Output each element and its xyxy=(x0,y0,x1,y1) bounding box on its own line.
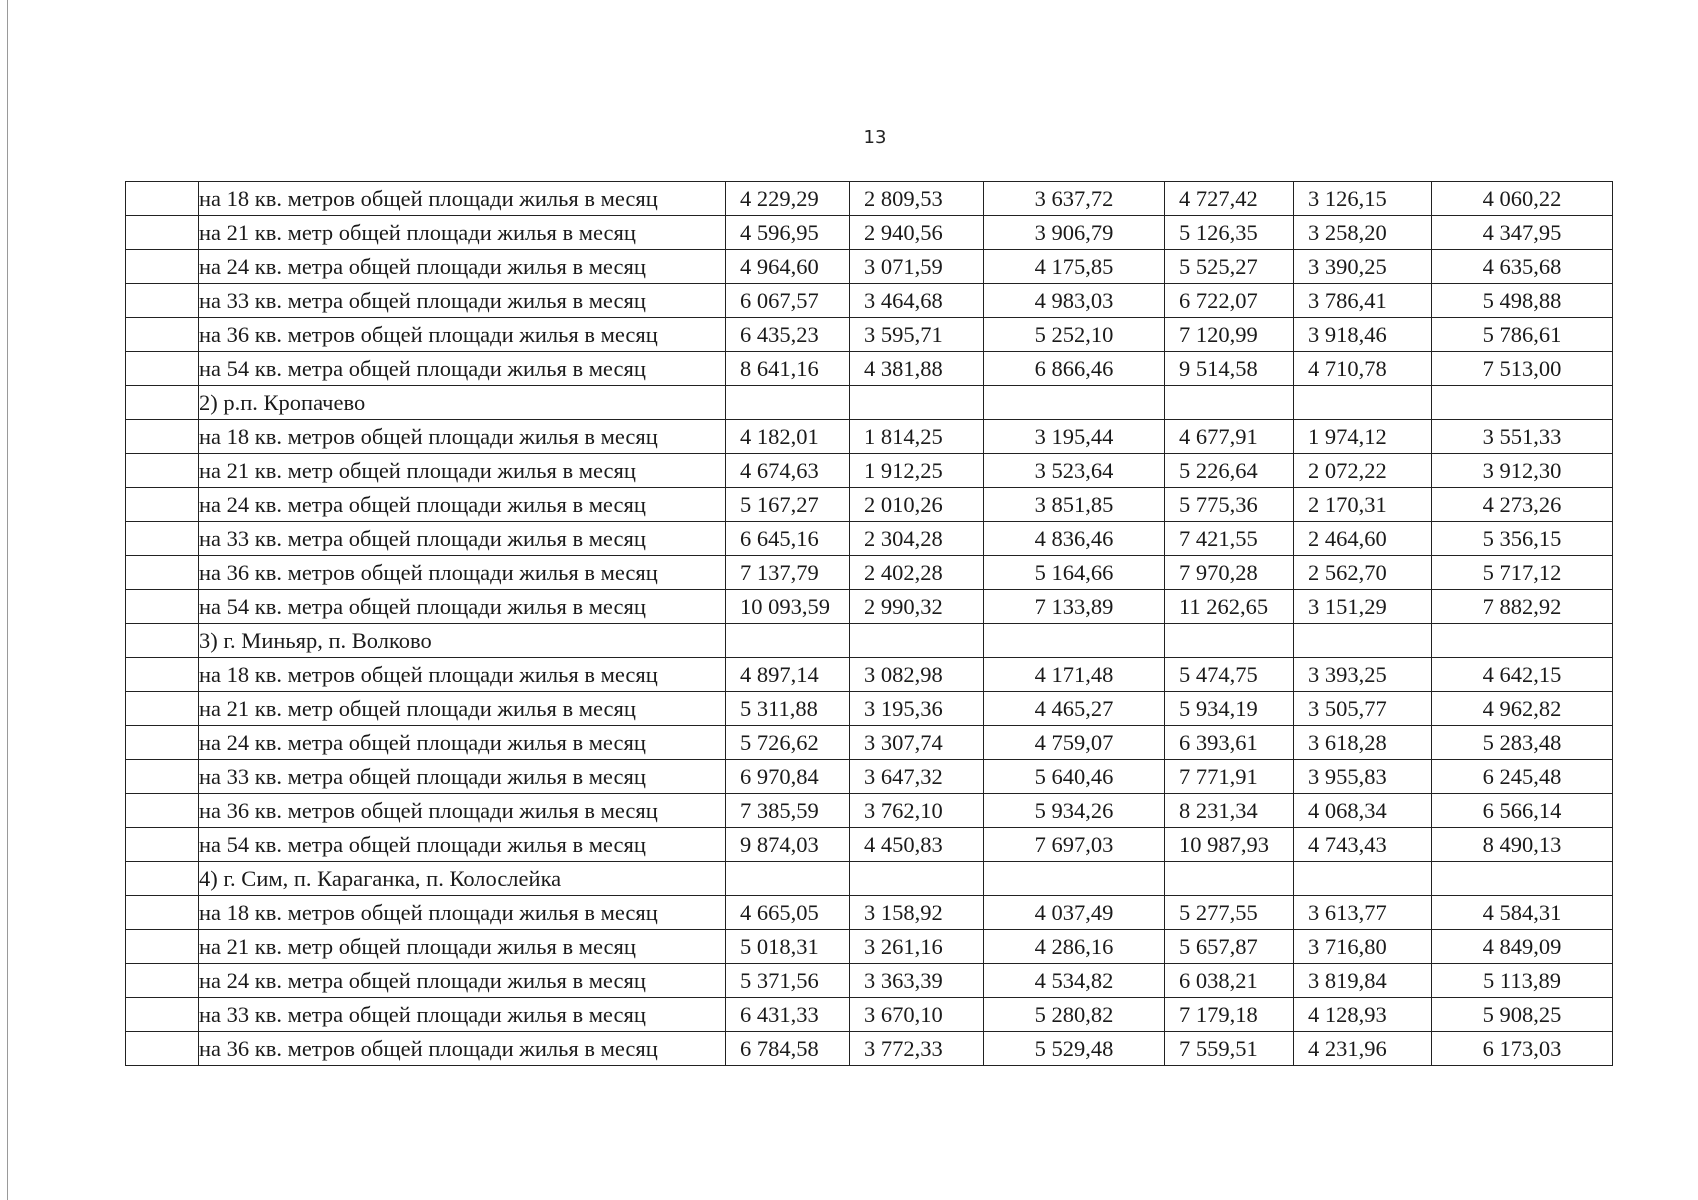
value-cell-col-3: 4 175,85 xyxy=(984,250,1165,284)
table-row xyxy=(126,454,1613,488)
row-label: на 36 кв. метров общей площади жилья в месяц xyxy=(199,318,726,352)
value-cell-col-3: 4 836,46 xyxy=(984,522,1165,556)
value-cell-col-4: 5 226,64 xyxy=(1165,454,1294,488)
table-row xyxy=(126,998,1613,1032)
value-cell-col-5: 3 618,28 xyxy=(1294,726,1432,760)
value-cell-col-2: 3 082,98 xyxy=(850,658,984,692)
row-label: на 21 кв. метр общей площади жилья в месяц xyxy=(199,454,726,488)
value-cell-col-4: 9 514,58 xyxy=(1165,352,1294,386)
value-cell-col-6 xyxy=(1432,386,1613,420)
row-number-cell xyxy=(126,794,199,828)
value-cell-col-6: 7 882,92 xyxy=(1432,590,1613,624)
value-cell-col-4: 5 775,36 xyxy=(1165,488,1294,522)
value-cell-col-1: 5 371,56 xyxy=(726,964,850,998)
value-cell-col-6: 4 642,15 xyxy=(1432,658,1613,692)
value-cell-col-1: 8 641,16 xyxy=(726,352,850,386)
row-label: на 24 кв. метра общей площади жилья в месяц xyxy=(199,964,726,998)
row-number-cell xyxy=(126,998,199,1032)
value-cell-col-2: 3 158,92 xyxy=(850,896,984,930)
value-cell-col-2: 3 261,16 xyxy=(850,930,984,964)
value-cell-col-1: 6 645,16 xyxy=(726,522,850,556)
value-cell-col-4: 6 722,07 xyxy=(1165,284,1294,318)
value-cell-col-4 xyxy=(1165,862,1294,896)
table-row xyxy=(126,658,1613,692)
table-row xyxy=(126,182,1613,216)
value-cell-col-3: 5 934,26 xyxy=(984,794,1165,828)
value-cell-col-5: 3 716,80 xyxy=(1294,930,1432,964)
row-label: на 33 кв. метра общей площади жилья в месяц xyxy=(199,760,726,794)
row-number-cell xyxy=(126,692,199,726)
table-row xyxy=(126,420,1613,454)
row-label: на 24 кв. метра общей площади жилья в месяц xyxy=(199,488,726,522)
table-row xyxy=(126,794,1613,828)
value-cell-col-5: 3 393,25 xyxy=(1294,658,1432,692)
table-row xyxy=(126,488,1613,522)
table-row xyxy=(126,760,1613,794)
value-cell-col-2: 3 071,59 xyxy=(850,250,984,284)
row-number-cell xyxy=(126,216,199,250)
tariff-table xyxy=(125,181,1613,1066)
row-label: на 24 кв. метра общей площади жилья в месяц xyxy=(199,250,726,284)
table-row xyxy=(126,726,1613,760)
row-number-cell xyxy=(126,318,199,352)
value-cell-col-3: 5 529,48 xyxy=(984,1032,1165,1066)
value-cell-col-1: 6 435,23 xyxy=(726,318,850,352)
value-cell-col-3: 4 037,49 xyxy=(984,896,1165,930)
value-cell-col-5: 4 710,78 xyxy=(1294,352,1432,386)
table-row xyxy=(126,522,1613,556)
value-cell-col-4: 4 727,42 xyxy=(1165,182,1294,216)
value-cell-col-3: 4 465,27 xyxy=(984,692,1165,726)
section-label: 2) р.п. Кропачево xyxy=(199,386,726,420)
section-label: 3) г. Миньяр, п. Волково xyxy=(199,624,726,658)
value-cell-col-3: 5 164,66 xyxy=(984,556,1165,590)
row-number-cell xyxy=(126,522,199,556)
value-cell-col-2: 2 010,26 xyxy=(850,488,984,522)
value-cell-col-1: 6 067,57 xyxy=(726,284,850,318)
value-cell-col-2: 3 772,33 xyxy=(850,1032,984,1066)
value-cell-col-1 xyxy=(726,862,850,896)
row-number-cell xyxy=(126,352,199,386)
value-cell-col-2: 3 195,36 xyxy=(850,692,984,726)
table-row xyxy=(126,556,1613,590)
value-cell-col-3 xyxy=(984,386,1165,420)
section-row xyxy=(126,386,1613,420)
value-cell-col-1: 4 229,29 xyxy=(726,182,850,216)
row-label: на 18 кв. метров общей площади жилья в месяц xyxy=(199,896,726,930)
value-cell-col-3: 3 851,85 xyxy=(984,488,1165,522)
value-cell-col-2: 2 304,28 xyxy=(850,522,984,556)
value-cell-col-3: 4 286,16 xyxy=(984,930,1165,964)
value-cell-col-1: 7 385,59 xyxy=(726,794,850,828)
value-cell-col-4 xyxy=(1165,386,1294,420)
row-label: на 33 кв. метра общей площади жилья в месяц xyxy=(199,998,726,1032)
table-row xyxy=(126,964,1613,998)
row-label: на 21 кв. метр общей площади жилья в месяц xyxy=(199,930,726,964)
section-row xyxy=(126,624,1613,658)
value-cell-col-2: 4 450,83 xyxy=(850,828,984,862)
section-row xyxy=(126,862,1613,896)
value-cell-col-2: 3 762,10 xyxy=(850,794,984,828)
value-cell-col-5: 2 562,70 xyxy=(1294,556,1432,590)
value-cell-col-4: 7 421,55 xyxy=(1165,522,1294,556)
value-cell-col-3: 7 697,03 xyxy=(984,828,1165,862)
value-cell-col-5: 4 128,93 xyxy=(1294,998,1432,1032)
row-number-cell xyxy=(126,658,199,692)
value-cell-col-2: 2 940,56 xyxy=(850,216,984,250)
table-row xyxy=(126,590,1613,624)
table-row xyxy=(126,1032,1613,1066)
value-cell-col-1: 5 311,88 xyxy=(726,692,850,726)
table-row xyxy=(126,352,1613,386)
row-label: на 18 кв. метров общей площади жилья в месяц xyxy=(199,658,726,692)
value-cell-col-3: 7 133,89 xyxy=(984,590,1165,624)
value-cell-col-1: 4 964,60 xyxy=(726,250,850,284)
value-cell-col-5: 3 613,77 xyxy=(1294,896,1432,930)
value-cell-col-5: 3 390,25 xyxy=(1294,250,1432,284)
value-cell-col-3: 4 983,03 xyxy=(984,284,1165,318)
value-cell-col-6 xyxy=(1432,624,1613,658)
value-cell-col-4: 6 038,21 xyxy=(1165,964,1294,998)
value-cell-col-3: 3 523,64 xyxy=(984,454,1165,488)
row-label: на 54 кв. метра общей площади жилья в месяц xyxy=(199,590,726,624)
row-label: на 54 кв. метра общей площади жилья в месяц xyxy=(199,828,726,862)
table-row xyxy=(126,828,1613,862)
value-cell-col-2: 2 809,53 xyxy=(850,182,984,216)
value-cell-col-5: 2 072,22 xyxy=(1294,454,1432,488)
row-number-cell xyxy=(126,386,199,420)
table-row xyxy=(126,930,1613,964)
value-cell-col-4: 10 987,93 xyxy=(1165,828,1294,862)
row-label: на 54 кв. метра общей площади жилья в месяц xyxy=(199,352,726,386)
table-row xyxy=(126,216,1613,250)
row-label: на 21 кв. метр общей площади жилья в месяц xyxy=(199,692,726,726)
value-cell-col-4: 5 934,19 xyxy=(1165,692,1294,726)
value-cell-col-4: 5 277,55 xyxy=(1165,896,1294,930)
value-cell-col-2: 3 670,10 xyxy=(850,998,984,1032)
value-cell-col-4 xyxy=(1165,624,1294,658)
value-cell-col-4: 7 559,51 xyxy=(1165,1032,1294,1066)
value-cell-col-3: 3 195,44 xyxy=(984,420,1165,454)
row-number-cell xyxy=(126,726,199,760)
value-cell-col-1: 7 137,79 xyxy=(726,556,850,590)
value-cell-col-2: 4 381,88 xyxy=(850,352,984,386)
value-cell-col-3 xyxy=(984,624,1165,658)
value-cell-col-5: 3 918,46 xyxy=(1294,318,1432,352)
row-number-cell xyxy=(126,930,199,964)
value-cell-col-3: 5 280,82 xyxy=(984,998,1165,1032)
value-cell-col-5: 4 231,96 xyxy=(1294,1032,1432,1066)
row-number-cell xyxy=(126,624,199,658)
value-cell-col-1: 5 167,27 xyxy=(726,488,850,522)
value-cell-col-5: 3 819,84 xyxy=(1294,964,1432,998)
table-row xyxy=(126,692,1613,726)
value-cell-col-4: 7 970,28 xyxy=(1165,556,1294,590)
row-number-cell xyxy=(126,964,199,998)
value-cell-col-6: 6 173,03 xyxy=(1432,1032,1613,1066)
row-number-cell xyxy=(126,828,199,862)
value-cell-col-6: 4 060,22 xyxy=(1432,182,1613,216)
value-cell-col-2: 3 595,71 xyxy=(850,318,984,352)
row-number-cell xyxy=(126,1032,199,1066)
value-cell-col-6: 4 273,26 xyxy=(1432,488,1613,522)
value-cell-col-2: 1 814,25 xyxy=(850,420,984,454)
value-cell-col-4: 7 771,91 xyxy=(1165,760,1294,794)
value-cell-col-5: 1 974,12 xyxy=(1294,420,1432,454)
value-cell-col-6: 3 551,33 xyxy=(1432,420,1613,454)
value-cell-col-3: 6 866,46 xyxy=(984,352,1165,386)
value-cell-col-6: 7 513,00 xyxy=(1432,352,1613,386)
value-cell-col-3: 5 640,46 xyxy=(984,760,1165,794)
row-number-cell xyxy=(126,760,199,794)
value-cell-col-6: 8 490,13 xyxy=(1432,828,1613,862)
value-cell-col-1: 5 726,62 xyxy=(726,726,850,760)
value-cell-col-3: 4 171,48 xyxy=(984,658,1165,692)
value-cell-col-2: 2 990,32 xyxy=(850,590,984,624)
value-cell-col-2: 2 402,28 xyxy=(850,556,984,590)
value-cell-col-4: 5 657,87 xyxy=(1165,930,1294,964)
row-number-cell xyxy=(126,454,199,488)
value-cell-col-4: 7 120,99 xyxy=(1165,318,1294,352)
value-cell-col-3: 3 637,72 xyxy=(984,182,1165,216)
value-cell-col-1: 6 970,84 xyxy=(726,760,850,794)
value-cell-col-5: 3 505,77 xyxy=(1294,692,1432,726)
value-cell-col-3: 5 252,10 xyxy=(984,318,1165,352)
row-number-cell xyxy=(126,862,199,896)
table-body xyxy=(126,182,1613,1066)
value-cell-col-6: 5 283,48 xyxy=(1432,726,1613,760)
row-number-cell xyxy=(126,250,199,284)
row-number-cell xyxy=(126,420,199,454)
row-label: на 36 кв. метров общей площади жилья в месяц xyxy=(199,794,726,828)
row-label: на 36 кв. метров общей площади жилья в месяц xyxy=(199,1032,726,1066)
value-cell-col-4: 5 474,75 xyxy=(1165,658,1294,692)
value-cell-col-1: 9 874,03 xyxy=(726,828,850,862)
value-cell-col-6: 6 245,48 xyxy=(1432,760,1613,794)
value-cell-col-5: 3 955,83 xyxy=(1294,760,1432,794)
value-cell-col-6: 4 347,95 xyxy=(1432,216,1613,250)
value-cell-col-6: 4 584,31 xyxy=(1432,896,1613,930)
value-cell-col-4: 6 393,61 xyxy=(1165,726,1294,760)
row-number-cell xyxy=(126,590,199,624)
value-cell-col-6: 6 566,14 xyxy=(1432,794,1613,828)
value-cell-col-6: 3 912,30 xyxy=(1432,454,1613,488)
value-cell-col-4: 5 126,35 xyxy=(1165,216,1294,250)
value-cell-col-5: 2 170,31 xyxy=(1294,488,1432,522)
value-cell-col-2 xyxy=(850,386,984,420)
value-cell-col-6 xyxy=(1432,862,1613,896)
value-cell-col-6: 5 717,12 xyxy=(1432,556,1613,590)
row-label: на 18 кв. метров общей площади жилья в месяц xyxy=(199,420,726,454)
value-cell-col-6: 5 498,88 xyxy=(1432,284,1613,318)
value-cell-col-2: 3 647,32 xyxy=(850,760,984,794)
value-cell-col-5: 3 151,29 xyxy=(1294,590,1432,624)
value-cell-col-1: 4 182,01 xyxy=(726,420,850,454)
row-number-cell xyxy=(126,556,199,590)
value-cell-col-5 xyxy=(1294,862,1432,896)
value-cell-col-6: 5 113,89 xyxy=(1432,964,1613,998)
table-row xyxy=(126,250,1613,284)
page-number: 13 xyxy=(863,127,887,148)
value-cell-col-3 xyxy=(984,862,1165,896)
row-label: на 21 кв. метр общей площади жилья в месяц xyxy=(199,216,726,250)
row-label: на 33 кв. метра общей площади жилья в месяц xyxy=(199,522,726,556)
value-cell-col-5: 4 743,43 xyxy=(1294,828,1432,862)
value-cell-col-2: 1 912,25 xyxy=(850,454,984,488)
row-number-cell xyxy=(126,284,199,318)
value-cell-col-1 xyxy=(726,624,850,658)
value-cell-col-6: 5 908,25 xyxy=(1432,998,1613,1032)
value-cell-col-1: 4 596,95 xyxy=(726,216,850,250)
value-cell-col-6: 5 356,15 xyxy=(1432,522,1613,556)
value-cell-col-6: 4 962,82 xyxy=(1432,692,1613,726)
row-label: на 24 кв. метра общей площади жилья в месяц xyxy=(199,726,726,760)
value-cell-col-1: 6 784,58 xyxy=(726,1032,850,1066)
scan-edge-line xyxy=(7,0,8,1200)
row-label: на 36 кв. метров общей площади жилья в месяц xyxy=(199,556,726,590)
table-row xyxy=(126,318,1613,352)
value-cell-col-1: 10 093,59 xyxy=(726,590,850,624)
value-cell-col-4: 5 525,27 xyxy=(1165,250,1294,284)
value-cell-col-5 xyxy=(1294,624,1432,658)
value-cell-col-2 xyxy=(850,624,984,658)
row-number-cell xyxy=(126,896,199,930)
value-cell-col-1: 4 674,63 xyxy=(726,454,850,488)
value-cell-col-5: 2 464,60 xyxy=(1294,522,1432,556)
value-cell-col-6: 5 786,61 xyxy=(1432,318,1613,352)
value-cell-col-5: 3 126,15 xyxy=(1294,182,1432,216)
table-row xyxy=(126,284,1613,318)
value-cell-col-1 xyxy=(726,386,850,420)
value-cell-col-6: 4 849,09 xyxy=(1432,930,1613,964)
value-cell-col-1: 4 897,14 xyxy=(726,658,850,692)
value-cell-col-3: 3 906,79 xyxy=(984,216,1165,250)
value-cell-col-4: 7 179,18 xyxy=(1165,998,1294,1032)
value-cell-col-4: 11 262,65 xyxy=(1165,590,1294,624)
table-row xyxy=(126,896,1613,930)
value-cell-col-2 xyxy=(850,862,984,896)
section-label: 4) г. Сим, п. Караганка, п. Колослейка xyxy=(199,862,726,896)
value-cell-col-2: 3 363,39 xyxy=(850,964,984,998)
row-number-cell xyxy=(126,488,199,522)
value-cell-col-5: 4 068,34 xyxy=(1294,794,1432,828)
row-number-cell xyxy=(126,182,199,216)
row-label: на 18 кв. метров общей площади жилья в месяц xyxy=(199,182,726,216)
value-cell-col-3: 4 759,07 xyxy=(984,726,1165,760)
value-cell-col-2: 3 307,74 xyxy=(850,726,984,760)
value-cell-col-4: 4 677,91 xyxy=(1165,420,1294,454)
value-cell-col-1: 4 665,05 xyxy=(726,896,850,930)
value-cell-col-4: 8 231,34 xyxy=(1165,794,1294,828)
value-cell-col-2: 3 464,68 xyxy=(850,284,984,318)
value-cell-col-1: 5 018,31 xyxy=(726,930,850,964)
value-cell-col-6: 4 635,68 xyxy=(1432,250,1613,284)
value-cell-col-5: 3 258,20 xyxy=(1294,216,1432,250)
value-cell-col-5: 3 786,41 xyxy=(1294,284,1432,318)
value-cell-col-5 xyxy=(1294,386,1432,420)
row-label: на 33 кв. метра общей площади жилья в месяц xyxy=(199,284,726,318)
value-cell-col-3: 4 534,82 xyxy=(984,964,1165,998)
value-cell-col-1: 6 431,33 xyxy=(726,998,850,1032)
